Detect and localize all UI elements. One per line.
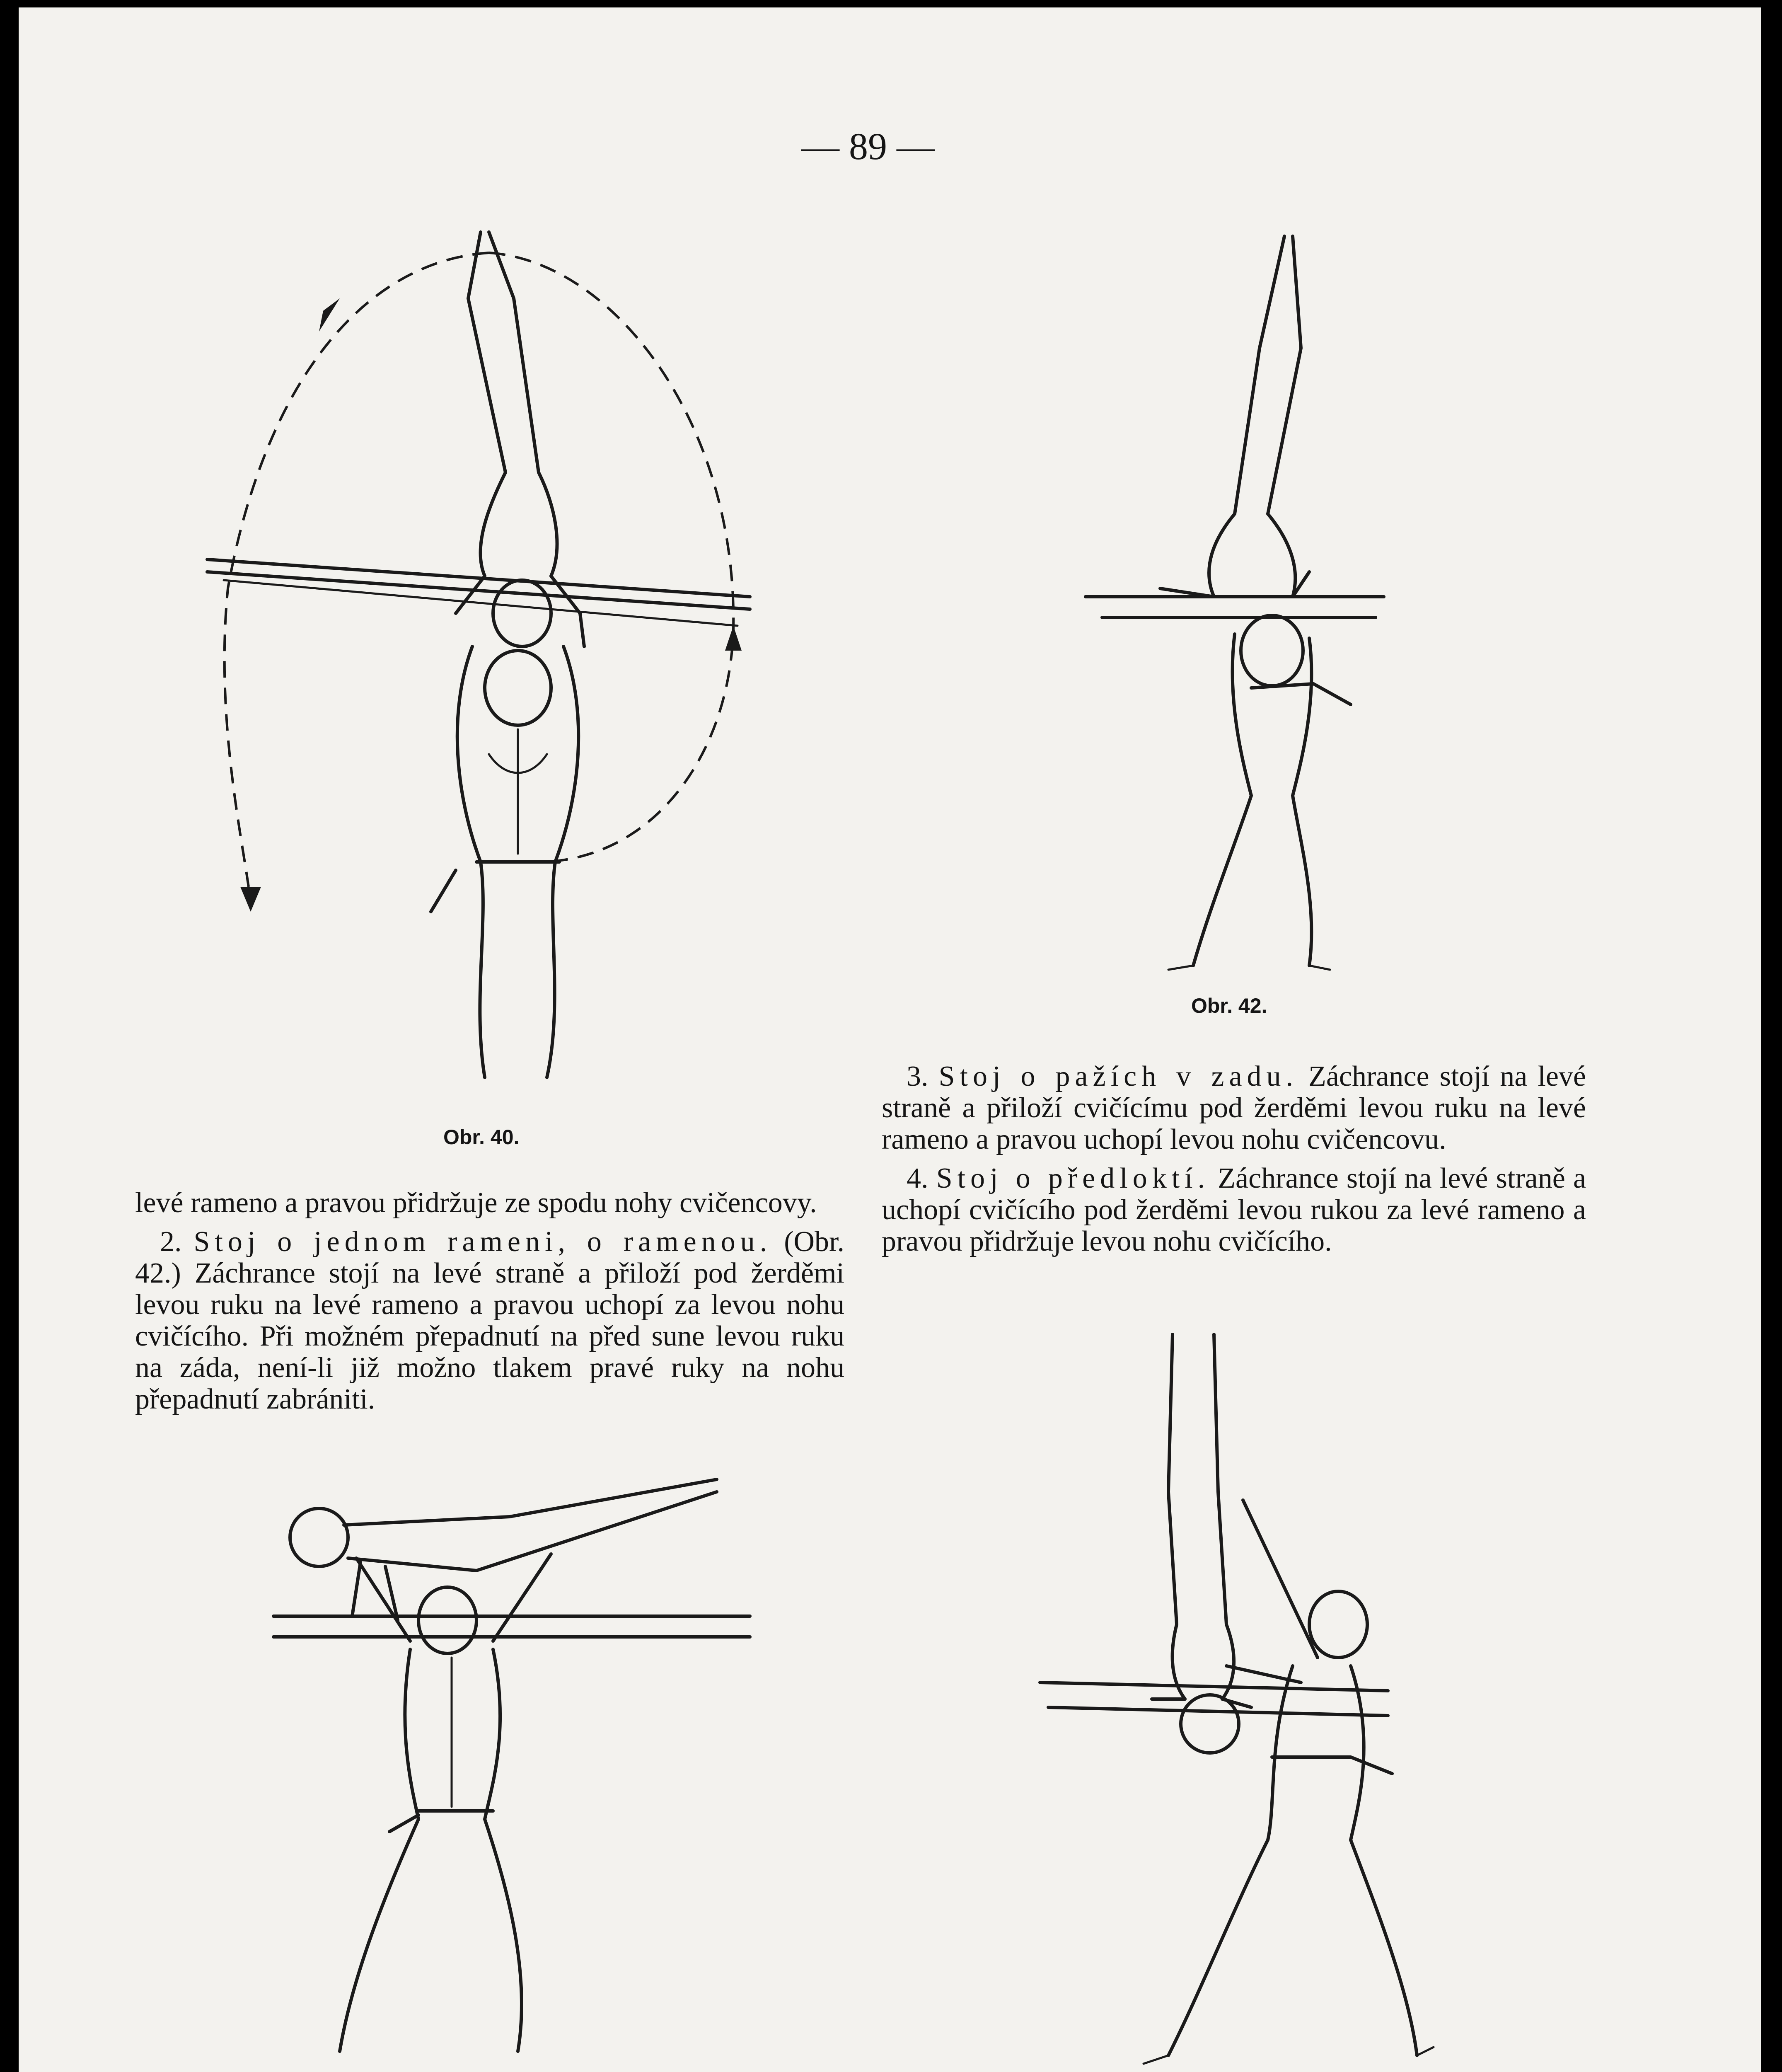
spotter-body	[340, 1649, 522, 2051]
spotter-head	[1309, 1591, 1367, 1658]
paragraph-2-number: 2.	[160, 1226, 182, 1258]
paragraph-3	[882, 1061, 1586, 1155]
gymnast-body	[344, 1479, 717, 1571]
parallel-bar-upper	[1040, 1682, 1388, 1691]
paragraph-4-title: Stoj o předloktí.	[936, 1162, 1210, 1194]
arrow-head-right	[725, 626, 742, 651]
figure-42-caption: Obr. 42.	[1191, 994, 1267, 1017]
paragraph-4	[882, 1163, 1586, 1257]
gymnast-legs	[1235, 236, 1301, 514]
spotter-body	[1168, 1666, 1417, 2055]
paragraph-2	[135, 1226, 844, 1415]
gymnast-arms	[1152, 1699, 1251, 1707]
spotter-belt	[389, 1811, 493, 1832]
spotter-head	[418, 1587, 476, 1653]
gymnast-torso	[481, 472, 557, 576]
spotter-belt	[1272, 1757, 1392, 1774]
figure-42-illustration	[1077, 224, 1392, 978]
spotter-head	[485, 651, 551, 725]
figure-40-illustration	[199, 215, 787, 1111]
spotter-belt	[1251, 684, 1351, 704]
right-column-text	[882, 1061, 1586, 1257]
gymnast-arms	[1160, 572, 1309, 597]
paragraph-2-body: (Obr. 42.) Záchrance stojí na levé straně a přiloží pod žerděmi levou ruku na levé rameno a pravou uchopí za levou nohu cvičícího. Při možném přepadnutí na před sune levou ruku na záda, není-li již možno tlakem pravé ruky na nohu přepadnutí zabrániti.	[135, 1226, 844, 1415]
spotter-head	[1241, 615, 1303, 686]
paragraph-3-body: Záchrance stojí na levé straně a přiloží cvičícímu pod žerděmi levou ruku na levé rameno a pravou uchopí levou nohu cvičencovu.	[882, 1060, 1586, 1155]
spotter-arms	[1226, 1500, 1318, 1682]
figure-40-caption: Obr. 40.	[443, 1126, 520, 1149]
gymnast-legs	[468, 232, 539, 472]
gymnast-head	[493, 580, 551, 646]
spotter-feet	[1168, 966, 1330, 970]
gymnast-head	[1181, 1695, 1239, 1753]
paragraph-4-body: Záchrance stojí na levé straně a uchopí cvičícího pod žerděmi levou rukou za levé rameno a pravou přidržuje levou nohu cvičícího.	[882, 1162, 1586, 1257]
gymnast-torso	[1209, 514, 1295, 597]
arrow-head-bottom-left	[240, 887, 261, 912]
paragraph-3-title: Stoj o pažích v zadu.	[938, 1060, 1298, 1092]
figure-43-illustration	[1036, 1326, 1442, 2072]
paragraph-1-continuation: levé rameno a pravou přidržuje ze spodu nohy cvičencovy.	[135, 1187, 817, 1219]
spotter-back-lines	[489, 729, 547, 854]
gymnast-legs	[1168, 1334, 1226, 1624]
paragraph-3-number: 3.	[907, 1060, 928, 1092]
spotter-belt	[431, 862, 559, 912]
arrow-head-top-left	[319, 298, 340, 332]
left-column-text	[135, 1187, 844, 1415]
parallel-bar-lower	[1048, 1707, 1388, 1716]
paragraph-2-title: Stoj o jednom rameni, o ramenou.	[193, 1226, 772, 1258]
gymnast-head	[290, 1508, 348, 1566]
spotter-feet	[1144, 2047, 1434, 2064]
figure-41-illustration	[261, 1459, 758, 2072]
rotation-arrow-right	[489, 253, 733, 862]
paragraph-4-number: 4.	[907, 1162, 928, 1194]
page-number: — 89 —	[801, 125, 935, 167]
